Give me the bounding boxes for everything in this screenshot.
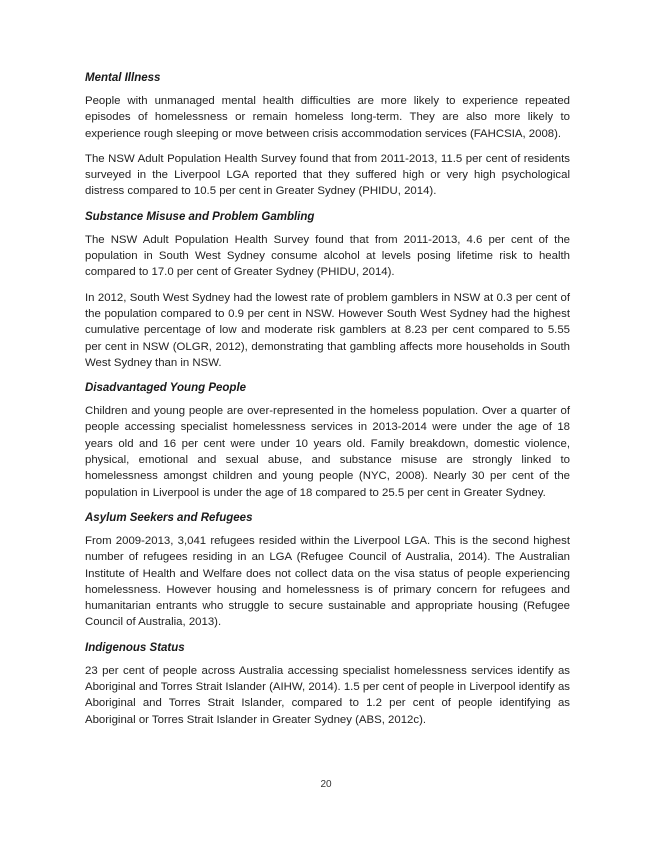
- paragraph: The NSW Adult Population Health Survey found that from 2011-2013, 11.5 per cent of residents surveyed in the Liverpool LGA reported that they suffered high or very high psychological distress compared to 10.5 per cent in Greater Sydney (PHIDU, 2014).: [85, 152, 570, 198]
- section-heading: Asylum Seekers and Refugees: [85, 511, 253, 524]
- section-asylum-seekers: [85, 510, 570, 631]
- section-heading: Indigenous Status: [85, 641, 185, 654]
- section-heading: Substance Misuse and Problem Gambling: [85, 210, 315, 223]
- section-mental-illness: [85, 70, 570, 200]
- paragraph: People with unmanaged mental health difficulties are more likely to experience repeated episodes of homelessness or remain homeless long-term. They are also more likely to experience rough sleeping or move between crisis accommodation services (FAHCSIA, 2008).: [85, 95, 570, 140]
- section-disadvantaged-young-people: [85, 380, 570, 501]
- section-substance-misuse: [85, 209, 570, 371]
- paragraph: 23 per cent of people across Australia accessing specialist homelessness services identify as Aboriginal and Torres Strait Islander (AIHW, 2014). 1.5 per cent of people in Liverpool identify as Aboriginal and Torres Strait Islander, compared to 1.2 per cent of people identifying as Aboriginal or Torres Strait Islander in Greater Sydney (ABS, 2012c).: [85, 664, 570, 726]
- page-number: 20: [320, 779, 332, 790]
- paragraph: From 2009-2013, 3,041 refugees resided within the Liverpool LGA. This is the second highest number of refugees residing in an LGA (Refugee Council of Australia, 2014). The Australian Institute of Health and Welfare does not collect data on the visa status of people experiencing homelessness. However housing and homelessness is of primary concern for refugees and humanitarian entrants who struggle to secure sustainable and appropriate housing (Refugee Council of Australia, 2013).: [85, 534, 570, 629]
- paragraph: The NSW Adult Population Health Survey found that from 2011-2013, 4.6 per cent of the population in South West Sydney consume alcohol at levels posing lifetime risk to health compared to 17.0 per cent of Greater Sydney (PHIDU, 2014).: [85, 233, 570, 279]
- paragraph: In 2012, South West Sydney had the lowest rate of problem gamblers in NSW at 0.3 per cent of the population compared to 0.9 per cent in NSW. However South West Sydney had the highest cumulative percentage of low and moderate risk gamblers at 8.23 per cent compared to 5.55 per cent in NSW (OLGR, 2012), demonstrating that gambling affects more households in South West Sydney than in NSW.: [85, 291, 570, 369]
- section-heading: Disadvantaged Young People: [85, 382, 247, 395]
- paragraph: Children and young people are over-represented in the homeless population. Over a quarter of people accessing specialist homelessness services in 2013-2014 were under the age of 18 years old and 16 per cent were under 10 years old. Family breakdown, domestic violence, physical, emotional and sexual abuse, and substance misuse are strongly linked to homelessness amongst children and young people (NYC, 2008). Nearly 30 per cent of the population in Liverpool is under the age of 18 compared to 25.5 per cent in Greater Sydney.: [85, 405, 570, 499]
- section-indigenous-status: [85, 640, 570, 728]
- section-heading: Mental Illness: [85, 72, 161, 84]
- page-content: [85, 70, 570, 737]
